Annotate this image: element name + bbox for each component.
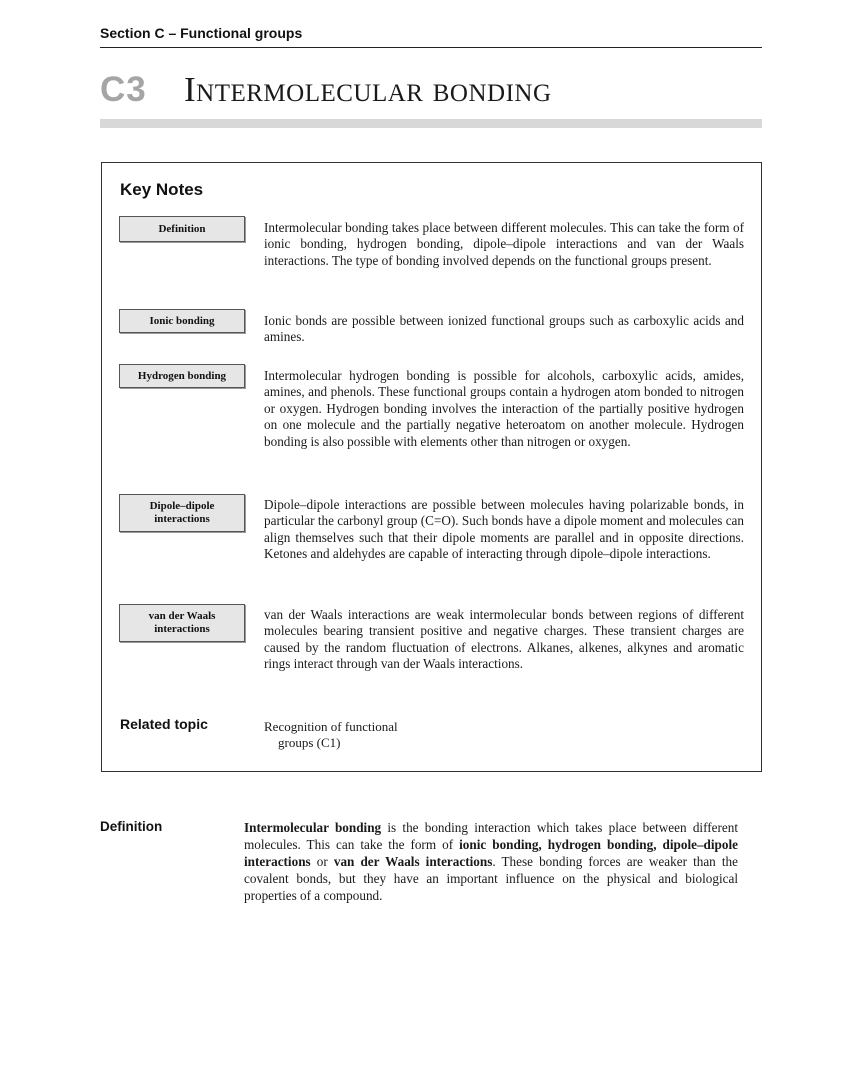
definition-text-1: is the bonding interaction which takes place between different molecules. This can take the form of xyxy=(244,820,738,852)
chapter-title: Intermolecular bonding xyxy=(184,70,552,109)
key-note-label-definition: Definition xyxy=(119,216,245,242)
related-topic-label: Related topic xyxy=(120,716,208,732)
definition-term-bond-types: ionic bonding, hydrogen bonding, dipole–dipole interactions xyxy=(244,837,739,869)
key-note-label-ionic-bonding: Ionic bonding xyxy=(119,309,245,333)
definition-heading: Definition xyxy=(100,819,163,834)
key-note-text-definition: Intermolecular bonding takes place between different molecules. This can take the form of ionic bonding, hydrogen bonding, dipole–dipole interactions and van der Waals interactions. The type of bonding involved depends on the functional groups present. xyxy=(264,220,744,268)
section-rule xyxy=(100,47,762,48)
key-note-label-hydrogen-bonding: Hydrogen bonding xyxy=(119,364,245,388)
chapter-code: C3 xyxy=(100,70,147,109)
related-topic-line-1: Recognition of functional xyxy=(264,719,398,734)
definition-body xyxy=(244,819,738,904)
related-topic-line-2: groups (C1) xyxy=(278,735,341,750)
key-note-label-van-der-waals: van der Waals interactions xyxy=(119,604,245,642)
key-note-text-hydrogen-bonding: Intermolecular hydrogen bonding is possible for alcohols, carboxylic acids, amides, amines, and phenols. These functional groups contain a hydrogen atom bonded to nitrogen or oxygen. Hydrogen bonding involves the interaction of the partially positive hydrogen on one molecule and the partially negative heteroatom on another molecule. Hydrogen bonding is also possible with elements other than nitrogen or oxygen. xyxy=(264,368,744,449)
definition-term-van-der-waals: van der Waals interactions xyxy=(333,854,493,869)
key-note-label-dipole-dipole: Dipole–dipole interactions xyxy=(119,494,245,532)
definition-text-3: . These bonding forces are weaker than the covalent bonds, but they have an important influence on the physical and biological properties of a compound. xyxy=(244,854,738,903)
key-note-text-dipole-dipole: Dipole–dipole interactions are possible between molecules having polarizable bonds, in particular the carbonyl group (C=O). Such bonds have a dipole moment and molecules can align themselves such that their dipole moments are parallel and in opposite directions. Ketones and aldehydes are capable of interacting through dipole–dipole interactions. xyxy=(264,497,744,562)
title-gray-bar xyxy=(100,119,762,128)
key-notes-heading: Key Notes xyxy=(120,180,204,199)
definition-text-2: or xyxy=(310,854,334,869)
key-note-text-ionic-bonding: Ionic bonds are possible between ionized functional groups such as carboxylic acids and amines. xyxy=(264,313,744,345)
section-header: Section C – Functional groups xyxy=(100,25,303,41)
related-topic-text xyxy=(264,719,464,751)
key-note-text-van-der-waals: van der Waals interactions are weak intermolecular bonds between regions of different molecules bearing transient positive and negative charges. These transient charges are caused by the random fluctuation of electrons. Alkanes, alkenes, alkynes and aromatic rings interact through van der Waals interactions. xyxy=(264,607,744,672)
definition-term-intermolecular-bonding: Intermolecular bonding xyxy=(244,820,382,835)
